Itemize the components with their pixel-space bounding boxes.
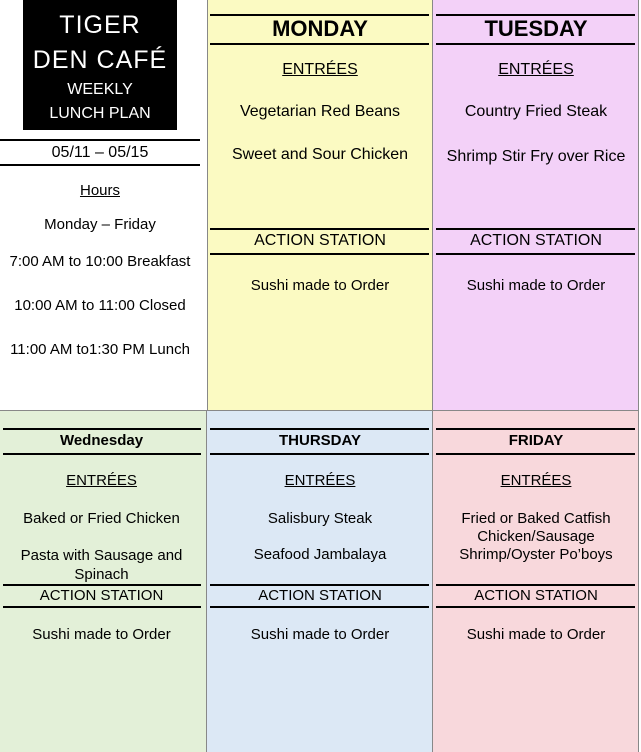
hours-closed: 10:00 AM to 11:00 Closed: [14, 297, 186, 314]
thursday-station-item: Sushi made to Order: [250, 626, 390, 643]
wednesday-title: Wednesday: [59, 432, 144, 449]
friday-entree-3: Shrimp/Oyster Po’boys: [459, 546, 613, 563]
wednesday-station-label: ACTION STATION: [39, 587, 164, 604]
hours-days: Monday – Friday: [44, 216, 156, 233]
thursday-rule-title: [210, 453, 429, 455]
friday-panel: [433, 410, 639, 752]
tuesday-rule-title: [436, 43, 635, 45]
thursday-entrees-label: ENTRÉES: [284, 472, 356, 489]
tuesday-entrees-label: ENTRÉES: [498, 61, 574, 78]
friday-entrees-label: ENTRÉES: [500, 472, 572, 489]
monday-title: MONDAY: [272, 16, 368, 41]
monday-station-item: Sushi made to Order: [250, 277, 390, 294]
thursday-entree-1: Salisbury Steak: [267, 510, 373, 527]
monday-entree-2: Sweet and Sour Chicken: [231, 146, 409, 163]
logo-line-3: WEEKLY: [67, 81, 133, 98]
hours-title: Hours: [79, 182, 120, 199]
thursday-title: THURSDAY: [279, 432, 361, 449]
friday-title: FRIDAY: [508, 432, 564, 449]
week-dates: 05/11 – 05/15: [51, 144, 149, 161]
dates-rule-top: [0, 139, 200, 141]
friday-station-rule-top: [436, 584, 635, 586]
thursday-panel: [207, 410, 433, 752]
tuesday-station-label: ACTION STATION: [470, 232, 602, 249]
thursday-station-rule-bottom: [210, 606, 429, 608]
monday-station-label: ACTION STATION: [254, 232, 386, 249]
tuesday-station-item: Sushi made to Order: [466, 277, 606, 294]
logo-line-2: DEN CAFÉ: [32, 46, 168, 74]
tuesday-station-rule-bottom: [436, 253, 635, 255]
dates-rule-bottom: [0, 164, 200, 166]
thursday-entree-2: Seafood Jambalaya: [253, 546, 387, 563]
wednesday-rule-title: [3, 453, 201, 455]
cafe-logo: [23, 0, 177, 130]
logo-line-1: TIGER: [59, 11, 141, 39]
monday-entrees-label: ENTRÉES: [282, 61, 358, 78]
friday-entree-2: Chicken/Sausage: [477, 528, 595, 545]
wednesday-entree-1: Baked or Fried Chicken: [23, 510, 180, 527]
monday-rule-title: [210, 43, 429, 45]
tuesday-entree-1: Country Fried Steak: [464, 103, 608, 120]
wednesday-station-rule-bottom: [3, 606, 201, 608]
hours-lunch: 11:00 AM to1:30 PM Lunch: [10, 341, 190, 358]
tuesday-station-rule-top: [436, 228, 635, 230]
friday-station-rule-bottom: [436, 606, 635, 608]
friday-entree-1: Fried or Baked Catfish: [461, 510, 611, 527]
thursday-rule-top: [210, 428, 429, 430]
wednesday-entree-2: Pasta with Sausage and Spinach: [20, 547, 183, 583]
wednesday-station-item: Sushi made to Order: [32, 626, 171, 643]
wednesday-rule-top: [3, 428, 201, 430]
friday-rule-title: [436, 453, 635, 455]
monday-station-rule-bottom: [210, 253, 429, 255]
monday-station-rule-top: [210, 228, 429, 230]
thursday-station-label: ACTION STATION: [258, 587, 382, 604]
wednesday-station-rule-top: [3, 584, 201, 586]
tuesday-entree-2: Shrimp Stir Fry over Rice: [446, 148, 626, 165]
monday-entree-1: Vegetarian Red Beans: [239, 103, 401, 120]
friday-station-item: Sushi made to Order: [466, 626, 606, 643]
hours-breakfast: 7:00 AM to 10:00 Breakfast: [9, 253, 191, 270]
friday-rule-top: [436, 428, 635, 430]
tuesday-title: TUESDAY: [484, 16, 588, 41]
thursday-station-rule-top: [210, 584, 429, 586]
wednesday-entrees-label: ENTRÉES: [66, 472, 137, 489]
friday-station-label: ACTION STATION: [474, 587, 598, 604]
logo-line-4: LUNCH PLAN: [49, 105, 151, 122]
